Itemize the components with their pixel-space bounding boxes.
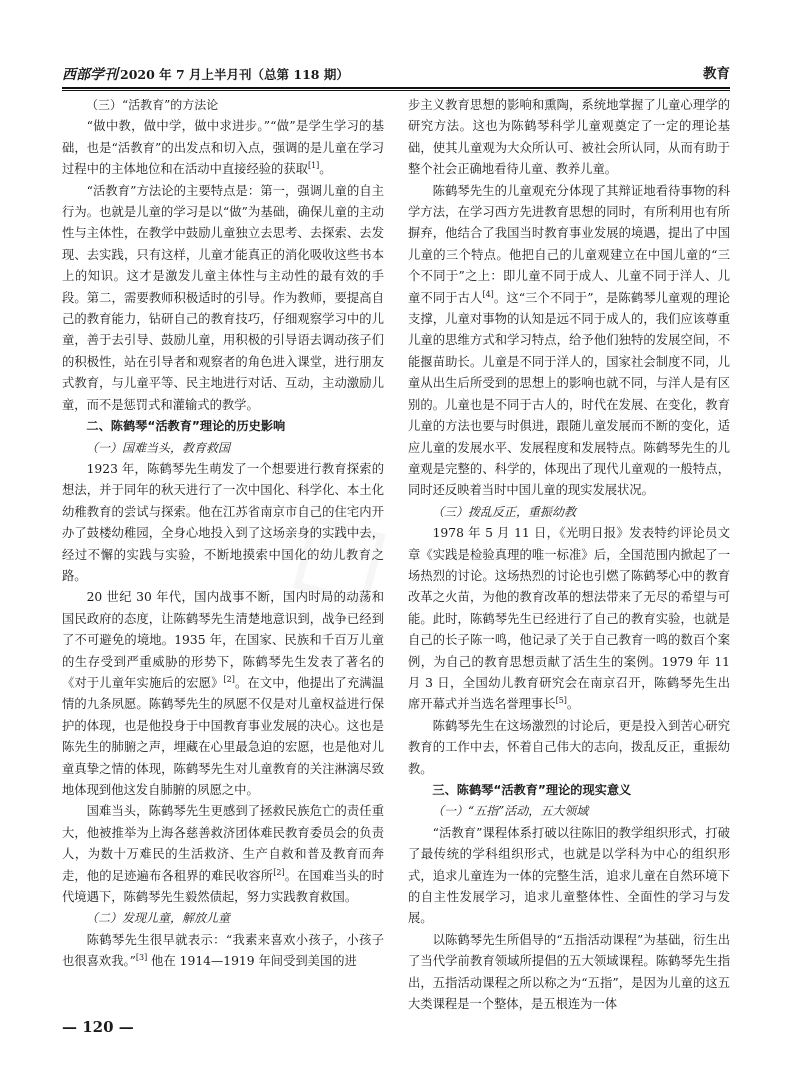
header-rule <box>62 87 730 89</box>
paragraph <box>62 116 384 180</box>
journal-logo: 西部学刊 <box>62 67 118 83</box>
paragraph <box>408 95 730 181</box>
paragraph-tail: 。在文中，他提出了充满温情的九条夙愿。陈鹤琴先生的夙愿不仅是对儿童权益进行保护的体现，也是他投身于中国教育事业发展的决心。这也是陈先生的肺腑之声，埋藏在心里最急迫的宏愿，也是他对儿童真挚之情的体现，陈鹤琴先生对儿童教育的关注淋漓尽致地体现到他这发自肺腑的夙愿之中。 <box>62 675 384 797</box>
paragraph <box>62 930 384 973</box>
paragraph-tail: 。这“三个不同于”，是陈鹤琴儿童观的理论支撑，儿童对事物的认知是远不同于成人的，我们应该尊重儿童的思维方式和学习特点，给予他们独特的发展空间，不能揠苗助长。儿童是不同于洋人的，国家社会制度不同，儿童从出生后所受到的思想上的影响也就不同，与洋人是有区别的。儿童也是不同于古人的，时代在发展、在变化，教育儿童的方法也要与时俱进，跟随儿童发展而不断的变化，适应儿童的发展水平、发展程度和发展特点。陈鹤琴先生的儿童观是完整的、科学的，体现出了现代儿童观的一般特点，同时还反映着当时中国儿童的现实发展状况。 <box>408 290 730 498</box>
citation-marker: [5] <box>555 696 567 706</box>
paragraph-text: （一）国难当头，教育救国 <box>86 440 231 455</box>
paragraph-text: （三）拨乱反正，重振幼教 <box>432 504 577 519</box>
paragraph-tail: 他在 1914—1919 年间受到美国的进 <box>147 954 357 969</box>
paragraph <box>62 181 384 416</box>
paragraph <box>408 930 730 1016</box>
section-heading <box>408 780 730 801</box>
paragraph-text: （一）“五指”活动，五大领域 <box>432 804 589 819</box>
section-heading <box>62 416 384 437</box>
journal-info <box>62 64 349 84</box>
paragraph-text: 1978 年 5 月 11 日，《光明日报》发表特约评论员文章《实践是检验真理的唯一标准》后，全国范围内掀起了一场热烈的讨论。这场热烈的讨论也引燃了陈鹤琴心中的教育改革之火苗，为他的教育改革的想法带来了无尽的希望与可能。此时，陈鹤琴先生已经进行了自己的教育实验，也就是自己的长子陈一鸣，他记录了关于自己教育一鸣的数百个案例，为自己的教育思想贡献了活生生的案例。1979 年 11 月 3 日，全国幼儿教育研究会在南京召开，陈鹤琴先生出席开幕式并当选名誉理事长 <box>408 526 730 712</box>
left-column <box>62 95 384 973</box>
paragraph-text: （三）“活教育”的方法论 <box>86 98 219 112</box>
issue-info: 2020 年 7 月上半月刊（总第 118 期） <box>120 67 349 82</box>
paragraph <box>408 823 730 930</box>
subsection-heading <box>408 801 730 822</box>
paragraph-tail: 。 <box>319 162 332 177</box>
paragraph <box>62 587 384 801</box>
paragraph-text: 二、陈鹤琴“活教育”理论的历史影响 <box>86 419 286 434</box>
paragraph-text: 1923 年，陈鹤琴先生萌发了一个想要进行教育探索的想法，并于同年的秋天进行了一次中国化、科学化、本土化幼稚教育的尝试与探索。他在江苏省南京市自己的住宅内开办了鼓楼幼稚园，全身心地投入到了这场亲身的实践中去，经过不懈的实践与实验，不断地摸索中国化的幼儿教育之路。 <box>62 461 384 583</box>
paragraph-text: 国难当头，陈鹤琴先生更感到了拯救民族危亡的责任重大，他被推举为上海各慈善救济团体难民教育委员会的负责人，为数十万难民的生活救济、生产自救和普及教育而奔走，他的足迹遍布各租界的难民收容所 <box>62 804 384 883</box>
paragraph-text: “活教育”方法论的主要特点是：第一，强调儿童的自主行为。也就是儿童的学习是以“做”为基础，确保儿童的主动性与主体性，在教学中鼓励儿童独立去思考、去探索、去发现、去实践，只有这样，儿童才能真正的消化吸收这些书本上的知识。这才是激发儿童主体性与主动性的最有效的手段。第二，需要教师积极适时的引导。作为教师，要提高自己的教育能力，钻研自己的教育技巧，仔细观察学习中的儿童，善于去引导、鼓励儿童，用积极的引导语去调动孩子们的积极性，站在引导者和观察者的角色进入课堂，进行朋友式教育，与儿童平等、民主地进行对话、互动，主动激励儿童，而不是惩罚式和灌输式的教学。 <box>62 183 384 412</box>
citation-marker: [1] <box>307 161 320 171</box>
paragraph-text: （二）发现儿童，解放儿童 <box>86 911 231 926</box>
subsection-heading <box>62 908 384 929</box>
subsection-heading <box>62 438 384 459</box>
paragraph <box>62 459 384 587</box>
citation-marker: [3] <box>135 953 148 963</box>
paragraph-text: 陈鹤琴先生很早就表示：“我素来喜欢小孩子，小孩子也很喜欢我。” <box>62 932 384 969</box>
subsection-heading <box>408 502 730 523</box>
citation-marker: [2] <box>223 674 235 684</box>
subsection-heading <box>62 95 384 116</box>
citation-marker: [2] <box>273 867 285 877</box>
paragraph <box>62 801 384 908</box>
page-number: — 120 — <box>62 1018 134 1036</box>
right-column <box>408 95 730 1015</box>
paragraph-text: 20 世纪 30 年代，国内战事不断，国内时局的动荡和国民政府的态度，让陈鹤琴先生清楚地意识到，战争已经到了不可避免的境地。1935 年，在国家、民族和千百万儿童的生存受到严重威胁的形势下，陈鹤琴先生发表了著名的《对于儿童年实施后的宏愿》 <box>62 590 384 690</box>
section-label: 教育 <box>703 66 730 82</box>
citation-marker: [4] <box>482 289 494 299</box>
paragraph <box>408 716 730 780</box>
paragraph <box>408 181 730 502</box>
paragraph-text: 陈鹤琴先生的儿童观充分体现了其辩证地看待事物的科学方法，在学习西方先进教育思想的同时，有所利用也有所摒弃，他结合了我国当时教育事业发展的境遇，提出了中国儿童的三个特点。他把自己的儿童观建立在中国儿童的“三个不同于”之上：即儿童不同于成人、儿童不同于洋人、儿童不同于古人 <box>408 183 730 305</box>
header-rule-thin <box>62 90 730 91</box>
paragraph-text: 陈鹤琴先生在这场激烈的讨论后，更是投入到苦心研究教育的工作中去，怀着自己伟大的志向，拨乱反正，重振幼教。 <box>408 718 730 776</box>
paragraph-text: 以陈鹤琴先生所倡导的“五指活动课程”为基础，衍生出了当代学前教育领域所提倡的五大领域课程。陈鹤琴先生指出，五指活动课程之所以称之为“五指”，是因为儿童的这五大类课程是一个整体，是五根连为一体 <box>408 932 730 1012</box>
paragraph-text: “活教育”课程体系打破以往陈旧的教学组织形式，打破了最传统的学科组织形式，也就是以学科为中心的组织形式，追求儿童连为一体的完整生活，追求儿童在自然环境下的自主性发展学习，追求儿童整体性、全面性的学习与发展。 <box>408 825 730 926</box>
paragraph <box>408 523 730 716</box>
paragraph-text: 步主义教育思想的影响和熏陶，系统地掌握了儿童心理学的研究方法。这也为陈鹤琴科学儿童观奠定了一定的理论基础，使其儿童观为大众所认可、被社会所认同，从而有助于整个社会正确地看待儿童、教养儿童。 <box>408 98 730 177</box>
paragraph-tail: 。 <box>566 697 580 712</box>
paragraph-tail: 。在国难当头的时代境遇下，陈鹤琴先生毅然债起，努力实践教育救国。 <box>62 868 384 905</box>
page-header <box>62 62 730 86</box>
paragraph-text: 三、陈鹤琴“活教育”理论的现实意义 <box>432 783 632 797</box>
paragraph-text: “做中教，做中学，做中求进步。”“做”是学生学习的基础，也是“活教育”的出发点和切入点，强调的是儿童在学习过程中的主体地位和在活动中直接经验的获取 <box>62 119 384 177</box>
